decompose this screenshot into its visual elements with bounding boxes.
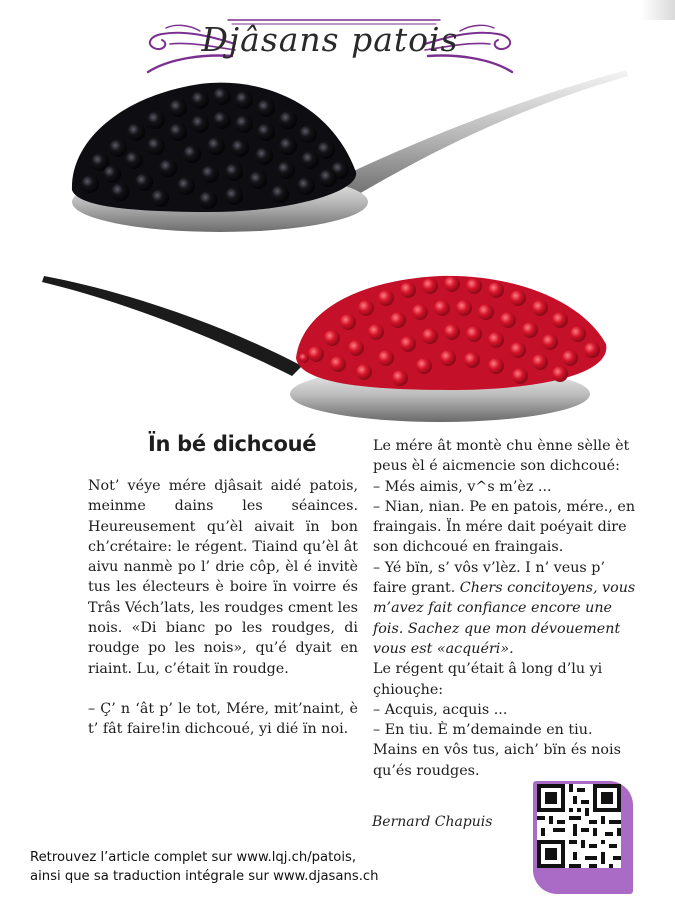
author-signature: Bernard Chapuis: [372, 814, 493, 830]
dialogue-line: – Més aimis, v^s m’èz ...: [373, 478, 552, 495]
dialogue-line: – Acquis, acquis ...: [373, 701, 508, 718]
dialogue-line: – En tiu. È m’demainde en tiu. Mains en vôs tus, aich’ bïn és nois qu’és roudges.: [373, 722, 621, 779]
qr-code-icon[interactable]: [537, 784, 621, 868]
article-paragraph: Not’ véye mére djâsait aidé patois, meinme dains les séainces. Heureusement qu’èl aivait ïn bon ch’crétaire: le régent. Tiaind qu’èl ât aivu nanmè po l’ drie côp, èl é invitè tus les électeurs è boire ïn voirre és Trâs Véch’lats, les roudges cment les nois. «Di bianc po les roudges, di roudge po les nois», qu’é dyait en riaint. Lu, c’était ïn roudge.: [88, 478, 358, 677]
article-title: Ïn bé dichcoué: [148, 432, 317, 456]
black-caviar-spoon-image: [60, 62, 630, 232]
red-caviar-spoon-image: [40, 258, 640, 428]
footer-note: [30, 848, 379, 886]
dialogue-italic-text: Chers concitoyens, vous m’avez fait confiance encore une fois. Sachez que mon dévouement vous est «acquéri».: [373, 580, 636, 657]
page-corner-shadow: [641, 0, 675, 20]
article-left-column: [88, 476, 358, 740]
section-title: Djâsans patois: [201, 20, 459, 59]
article-paragraph: Le mére ât montè chu ènne sèlle èt peus èl é aicmencie son dichcoué:: [373, 438, 630, 475]
dialogue-line: [373, 558, 638, 659]
footer-line-article-link: Retrouvez l’article complet sur www.lqj.ch/patois,: [30, 850, 357, 865]
footer-line-translation-link: ainsi que sa traduction intégrale sur www.djasans.ch: [30, 869, 379, 884]
article-paragraph: – Ç’ n ‘ât p’ le tot, Mére, mit’naint, è t’ fât faire!in dichcoué, yi dié ïn noi.: [88, 700, 358, 738]
dialogue-line: – Nian, nian. Pe en patois, mére., en fraingais. Ïn mére dait poéyait dire son dichcoué en fraingais.: [373, 498, 636, 556]
article-paragraph: Le régent qu’était â long d’lu yi çhiouçhe:: [373, 661, 603, 698]
dialogue-text: – Yé bïn, s’ vôs v’lèz. I n’ veus p’ faire grant.: [373, 559, 605, 597]
article-right-column: [373, 436, 638, 781]
